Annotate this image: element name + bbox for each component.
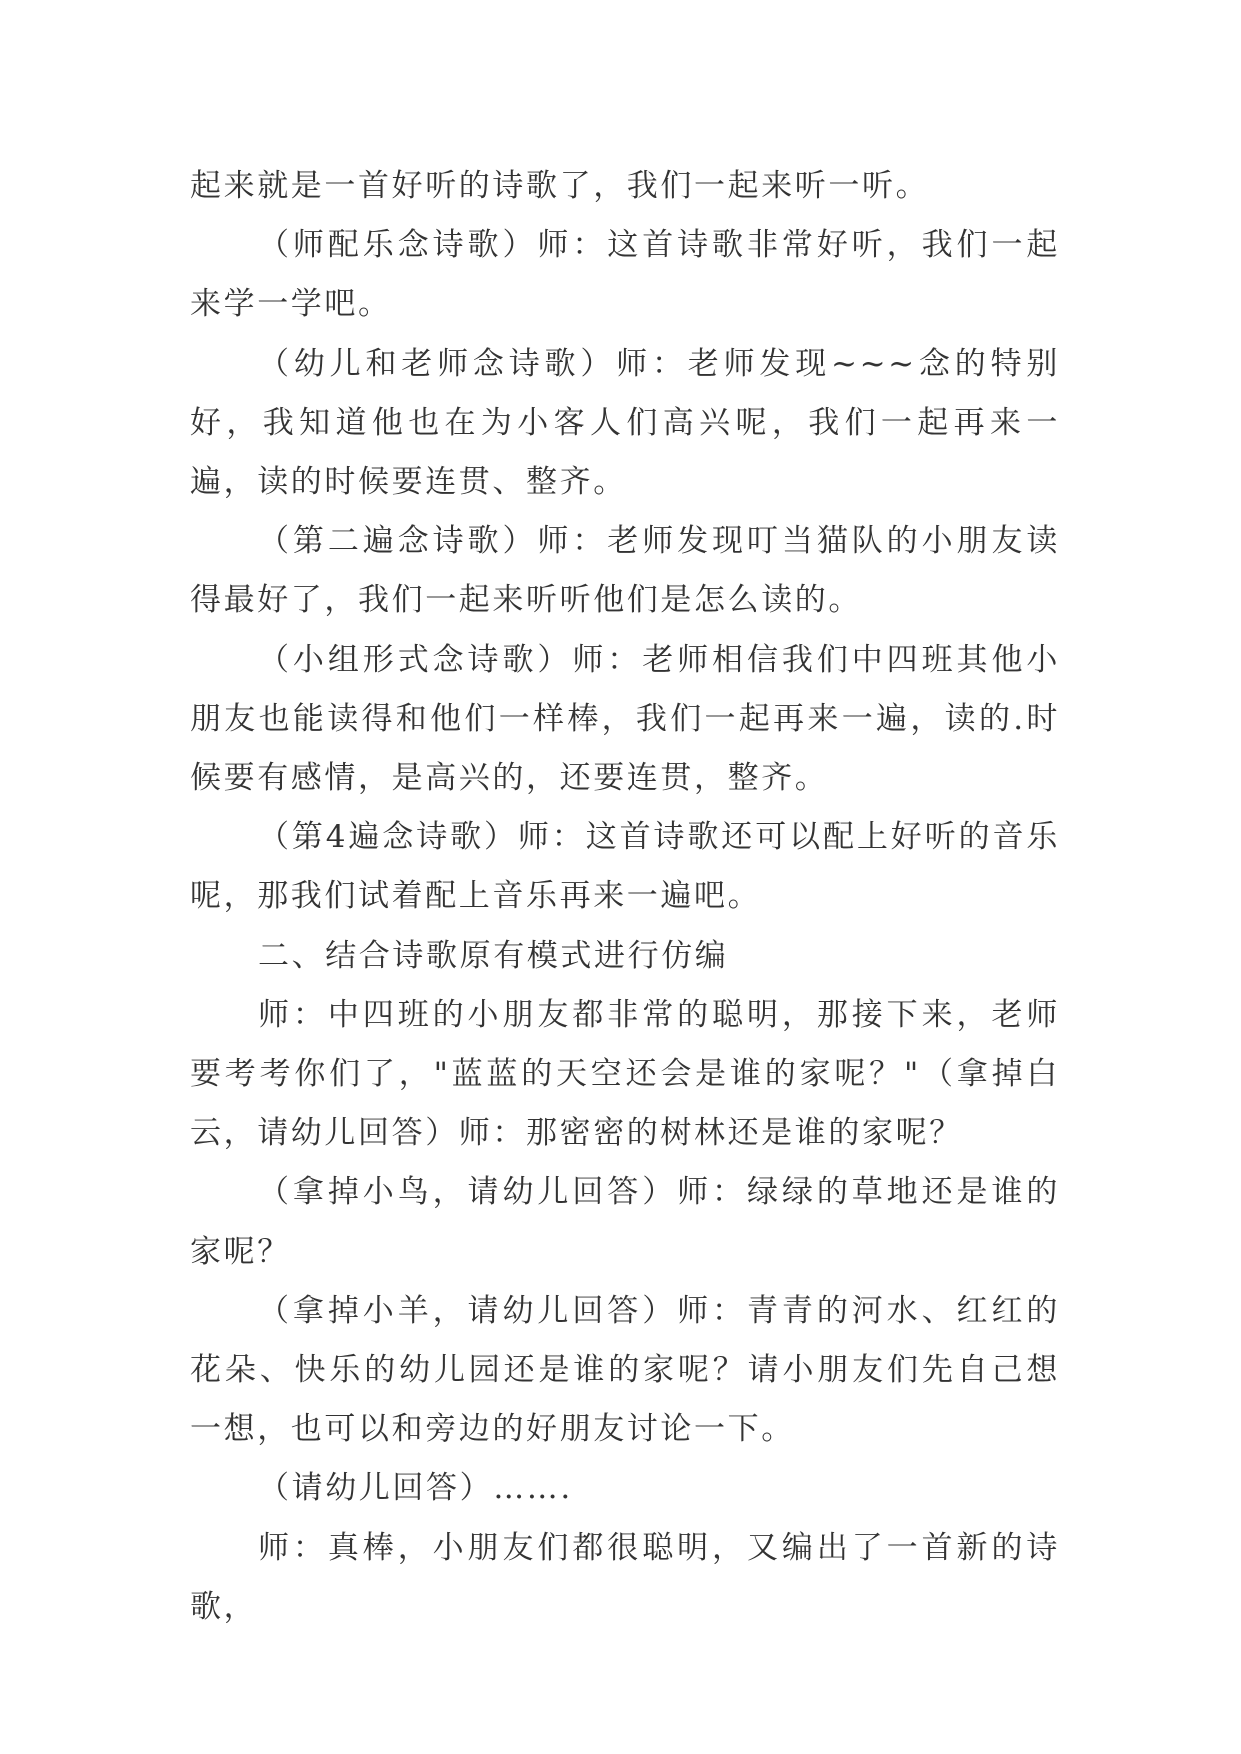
paragraph: 师：中四班的小朋友都非常的聪明，那接下来，老师要考考你们了，"蓝蓝的天空还会是谁的家呢？"（拿掉白云，请幼儿回答）师：那密密的树林还是谁的家呢？ xyxy=(190,996,1060,1152)
paragraph: （拿掉小鸟，请幼儿回答）师：绿绿的草地还是谁的家呢？ xyxy=(190,1174,1060,1270)
document-body xyxy=(190,157,1060,1637)
paragraph: （第4遍念诗歌）师：这首诗歌还可以配上好听的音乐呢，那我们试着配上音乐再来一遍吧。 xyxy=(190,819,1060,915)
paragraph: （师配乐念诗歌）师：这首诗歌非常好听，我们一起来学一学吧。 xyxy=(190,227,1060,323)
paragraph: （幼儿和老师念诗歌）师：老师发现~~~念的特别好，我知道他也在为小客人们高兴呢，我们一起再来一遍，读的时候要连贯、整齐。 xyxy=(190,345,1060,501)
section-heading: 二、结合诗歌原有模式进行仿编 xyxy=(258,937,729,974)
paragraph: 师：真棒，小朋友们都很聪明，又编出了一首新的诗歌， xyxy=(190,1529,1060,1625)
paragraph: （小组形式念诗歌）师：老师相信我们中四班其他小朋友也能读得和他们一样棒，我们一起再来一遍，读的.时候要有感情，是高兴的，还要连贯，整齐。 xyxy=(190,641,1060,797)
paragraph: （请幼儿回答）……. xyxy=(258,1470,573,1507)
paragraph: （第二遍念诗歌）师：老师发现叮当猫队的小朋友读得最好了，我们一起来听听他们是怎么读的。 xyxy=(190,523,1060,619)
paragraph: 起来就是一首好听的诗歌了，我们一起来听一听。 xyxy=(190,168,930,204)
paragraph: （拿掉小羊，请幼儿回答）师：青青的河水、红红的花朵、快乐的幼儿园还是谁的家呢？请小朋友们先自己想一想，也可以和旁边的好朋友讨论一下。 xyxy=(190,1292,1060,1448)
